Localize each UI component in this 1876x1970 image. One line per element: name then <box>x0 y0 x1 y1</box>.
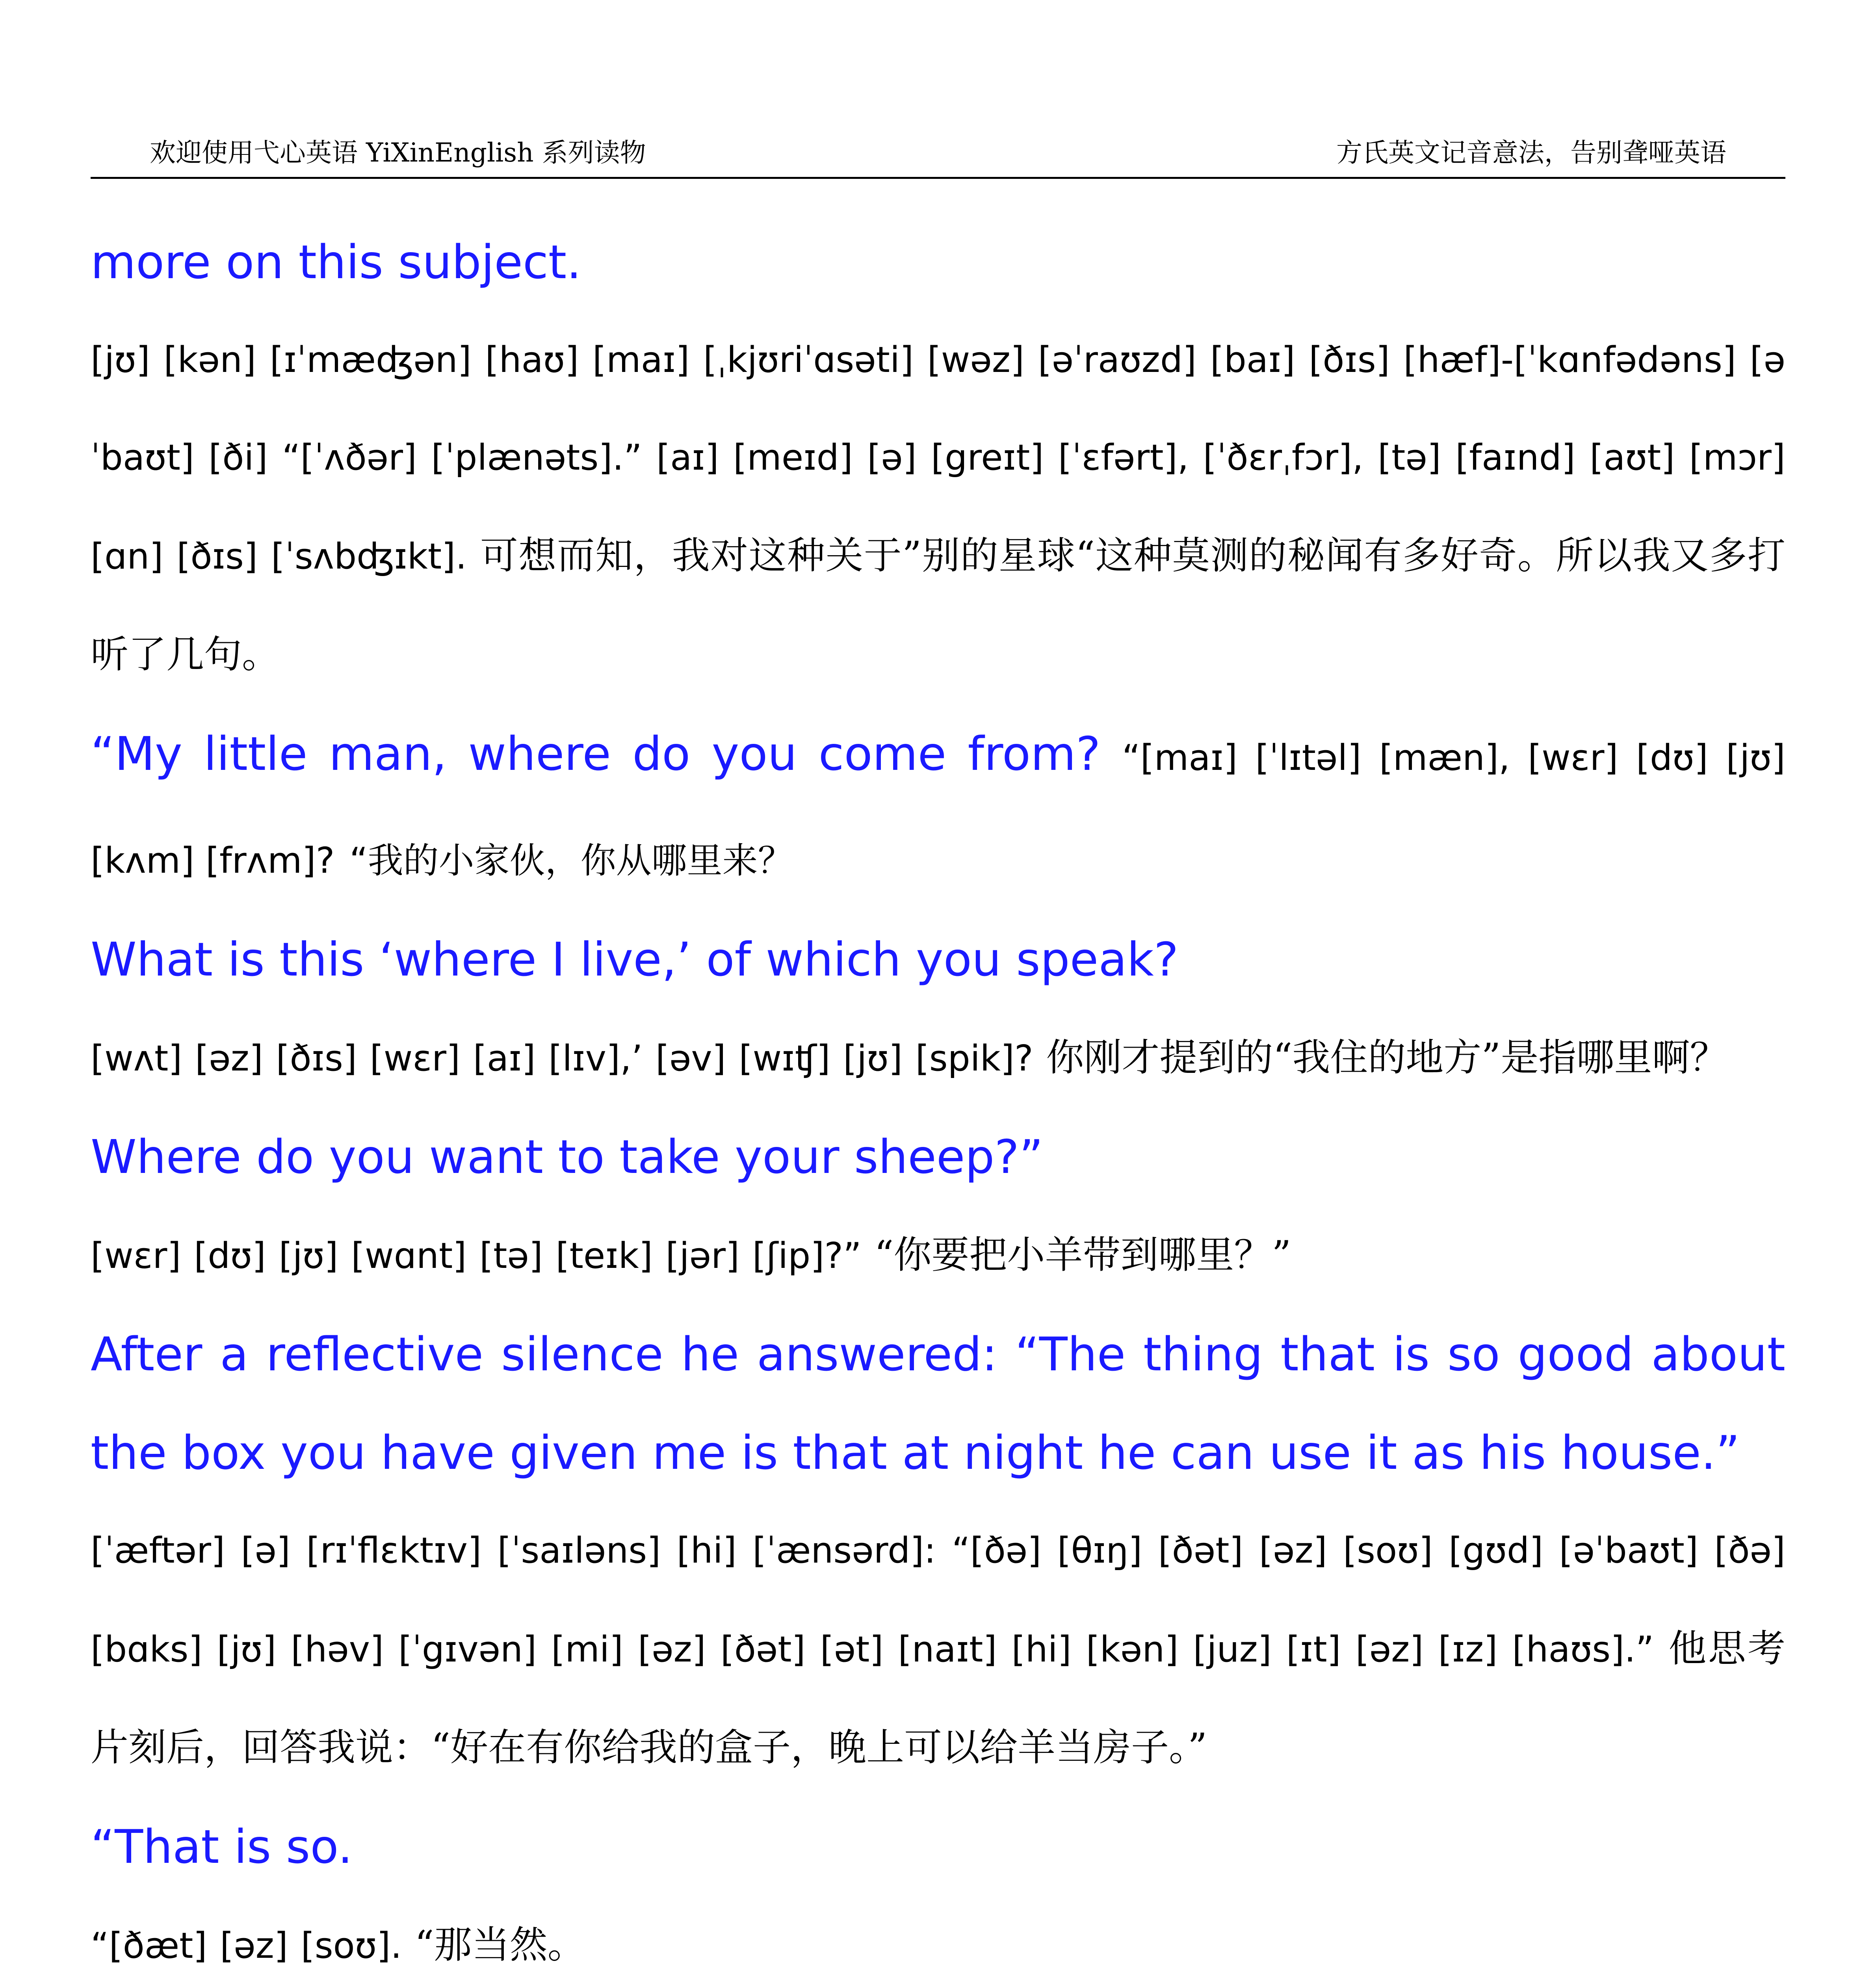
english-sentence-2 <box>91 704 1785 910</box>
english-sentence-5: After a reflective silence he answered: “The thing that is so good about the box you have given me is that at night he can use it as his house.” <box>91 1327 1785 1480</box>
english-text-2: “My little man, where do you come from? <box>91 727 1101 781</box>
ipa-paragraph-1 <box>91 311 1785 704</box>
english-sentence-1: more on this subject. <box>91 235 581 289</box>
ipa-transcription-4: [wɛr] [dʊ] [jʊ] [wɑnt] [tə] [teɪk] [jər] [ʃip]?” <box>91 1235 862 1277</box>
chinese-translation-3: 你刚才提到的“我住的地方”是指哪里啊？ <box>1046 1035 1728 1080</box>
ipa-transcription-6: “[ðæt] [əz] [soʊ]. <box>91 1925 402 1966</box>
header-series-title: 欢迎使用弋心英语 YiXinEnglish 系列读物 <box>150 138 646 168</box>
chinese-translation-4: “你要把小羊带到哪里？” <box>874 1233 1291 1277</box>
chinese-translation-1: 可想而知，我对这种关于”别的星球“这种莫测的秘闻有多好奇。所以我又多打听了几句。 <box>91 533 1786 676</box>
ipa-paragraph-4 <box>91 1206 1785 1305</box>
english-sentence-3: What is this ‘where I live,’ of which you speak? <box>91 932 1179 987</box>
chinese-translation-5: 他思考片刻后，回答我说：“好在有你给我的盒子，晚上可以给羊当房子。” <box>91 1626 1786 1769</box>
english-sentence-6: “That is so. <box>91 1819 353 1874</box>
ipa-paragraph-3 <box>91 1009 1785 1108</box>
ipa-transcription-2: “[maɪ] [ˈlɪtəl] [mæn], [wɛr] [dʊ] [jʊ] [kʌm] [frʌm]? <box>91 737 1786 881</box>
ipa-transcription-5: [ˈæftər] [ə] [rɪˈflɛktɪv] [ˈsaɪləns] [hi] [ˈænsərd]: “[ðə] [θɪŋ] [ðət] [əz] [soʊ] [gʊd] [əˈbaʊt] [ðə] [bɑks] [jʊ] [həv] [ˈgɪvən] [mi] [əz] [ðət] [ət] [naɪt] [hi] [kən] [juz] [ɪt] [əz] [ɪz] [haʊs].” <box>91 1530 1785 1670</box>
chinese-translation-2: “我的小家伙，你从哪里来？ <box>349 840 793 881</box>
chinese-translation-6: “那当然。 <box>414 1923 585 1967</box>
page-body <box>91 213 1785 1970</box>
ipa-paragraph-5 <box>91 1502 1785 1797</box>
header-method-slogan: 方氏英文记音意法，告别聋哑英语 <box>1336 138 1726 168</box>
ipa-transcription-3: [wʌt] [əz] [ðɪs] [wɛr] [aɪ] [lɪv],’ [əv] [wɪʧ] [jʊ] [spik]? <box>91 1038 1033 1079</box>
page-header <box>91 133 1785 179</box>
ipa-transcription-1: [jʊ] [kən] [ɪˈmæʤən] [haʊ] [maɪ] [ˌkjʊriˈɑsəti] [wəz] [əˈraʊzd] [baɪ] [ðɪs] [hæf]-[ˈkɑnfədəns] [əˈbaʊt] [ði] “[ˈʌðər] [ˈplænəts].” [aɪ] [meɪd] [ə] [greɪt] [ˈɛfərt], [ˈðɛrˌfɔr], [tə] [faɪnd] [aʊt] [mɔr] [ɑn] [ðɪs] [ˈsʌbʤɪkt]. <box>91 339 1785 577</box>
ipa-paragraph-6 <box>91 1896 1785 1970</box>
english-sentence-4: Where do you want to take your sheep?” <box>91 1130 1044 1184</box>
